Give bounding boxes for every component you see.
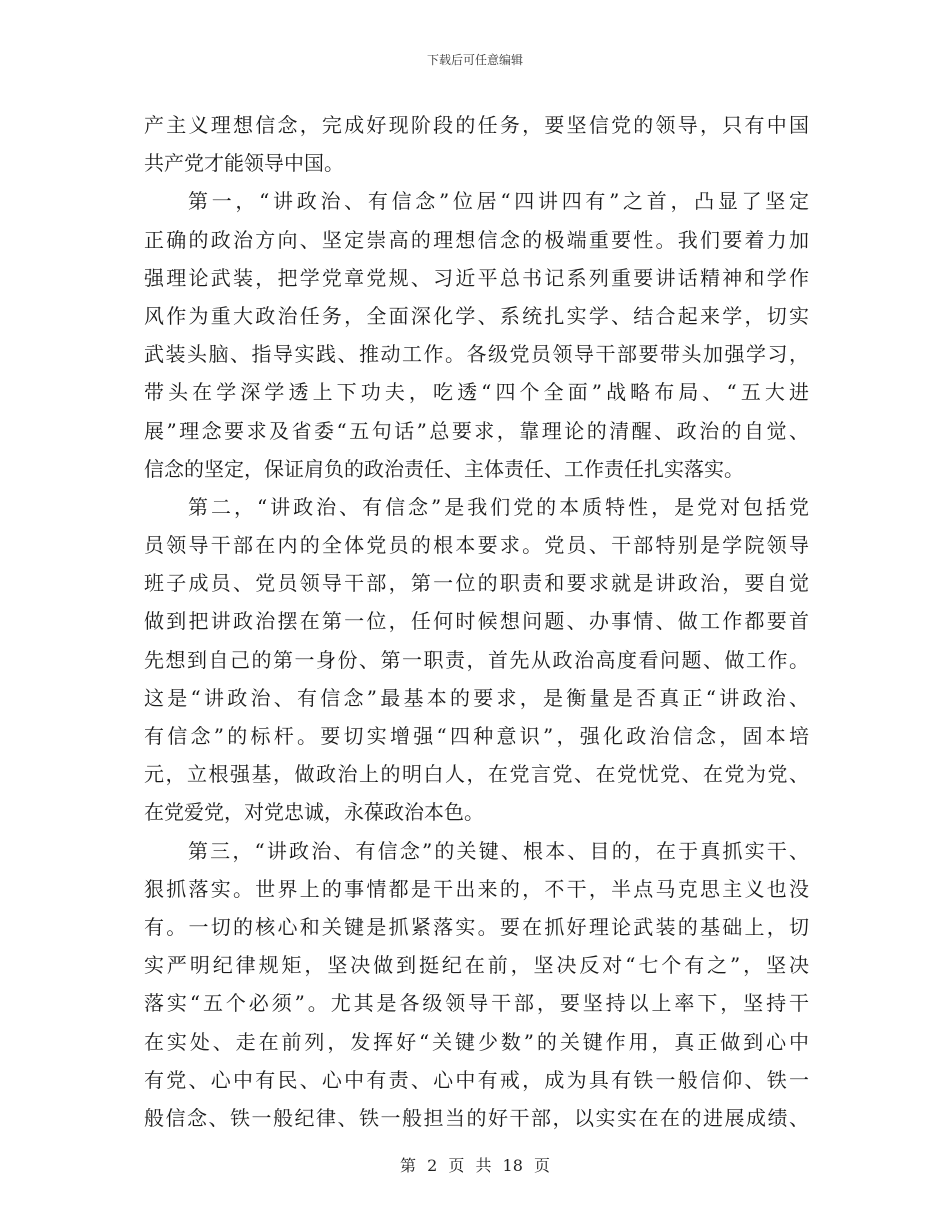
text-line: 产主义理想信念，完成好现阶段的任务，要坚信党的领导，只有中国 (144, 113, 809, 137)
text-line: 正确的政治方向、坚定崇高的理想信念的极端重要性。我们要着力加 (144, 227, 809, 252)
text-line: 班子成员、党员领导干部，第一位的职责和要求就是讲政治，要自觉 (144, 571, 809, 596)
text-line: 般信念、铁一般纪律、铁一般担当的好干部，以实实在在的进展成绩、 (144, 1105, 809, 1130)
text-line: 武装头脑、指导实践、推动工作。各级党员领导干部要带头加强学习， (144, 342, 809, 367)
text-line: 信念的坚定，保证肩负的政治责任、主体责任、工作责任扎实落实。 (144, 456, 744, 481)
text-line: 实严明纪律规矩，坚决做到挺纪在前，坚决反对“七个有之”，坚决 (144, 953, 809, 978)
page-number-footer: 第 2 页 共 18 页 (400, 1156, 550, 1175)
text-line: 在党爱党，对党忠诚，永葆政治本色。 (144, 800, 484, 825)
paragraph-start-line: 第三，“讲政治、有信念”的关键、根本、目的，在于真抓实干、 (188, 838, 809, 863)
text-line: 狠抓落实。世界上的事情都是干出来的，不干，半点马克思主义也没 (144, 876, 809, 901)
document-body (144, 106, 809, 1137)
text-line: 强理论武装，把学党章党规、习近平总书记系列重要讲话精神和学作 (144, 265, 809, 290)
page-header-note: 下载后可任意编辑 (426, 53, 523, 67)
text-line: 共产党才能领导中国。 (144, 151, 344, 176)
text-line: 展”理念要求及省委“五句话”总要求，靠理论的清醒、政治的自觉、 (144, 418, 809, 443)
text-line: 有党、心中有民、心中有责、心中有戒，成为具有铁一般信仰、铁一 (144, 1067, 809, 1092)
text-line: 在实处、走在前列，发挥好“关键少数”的关键作用，真正做到心中 (144, 1029, 809, 1054)
text-line: 这是“讲政治、有信念”最基本的要求，是衡量是否真正“讲政治、 (144, 685, 809, 710)
text-line: 落实“五个必须”。尤其是各级领导干部，要坚持以上率下，坚持干 (144, 991, 809, 1016)
paragraph-start-line: 第一，“讲政治、有信念”位居“四讲四有”之首，凸显了坚定 (188, 189, 809, 214)
paragraph-start-line: 第二，“讲政治、有信念”是我们党的本质特性，是党对包括党 (188, 494, 809, 519)
text-line: 先想到自己的第一身份、第一职责，首先从政治高度看问题、做工作。 (144, 647, 809, 672)
text-line: 带头在学深学透上下功夫，吃透“四个全面”战略布局、“五大进 (144, 380, 809, 405)
text-line: 有。一切的核心和关键是抓紧落实。要在抓好理论武装的基础上，切 (144, 914, 809, 939)
text-line: 风作为重大政治任务，全面深化学、系统扎实学、结合起来学，切实 (144, 303, 809, 328)
text-line: 元，立根强基，做政治上的明白人，在党言党、在党忧党、在党为党、 (144, 762, 809, 787)
text-line: 员领导干部在内的全体党员的根本要求。党员、干部特别是学院领导 (144, 533, 809, 558)
text-line: 做到把讲政治摆在第一位，任何时候想问题、办事情、做工作都要首 (144, 609, 809, 634)
text-line: 有信念”的标杆。要切实增强“四种意识”，强化政治信念，固本培 (144, 724, 809, 748)
